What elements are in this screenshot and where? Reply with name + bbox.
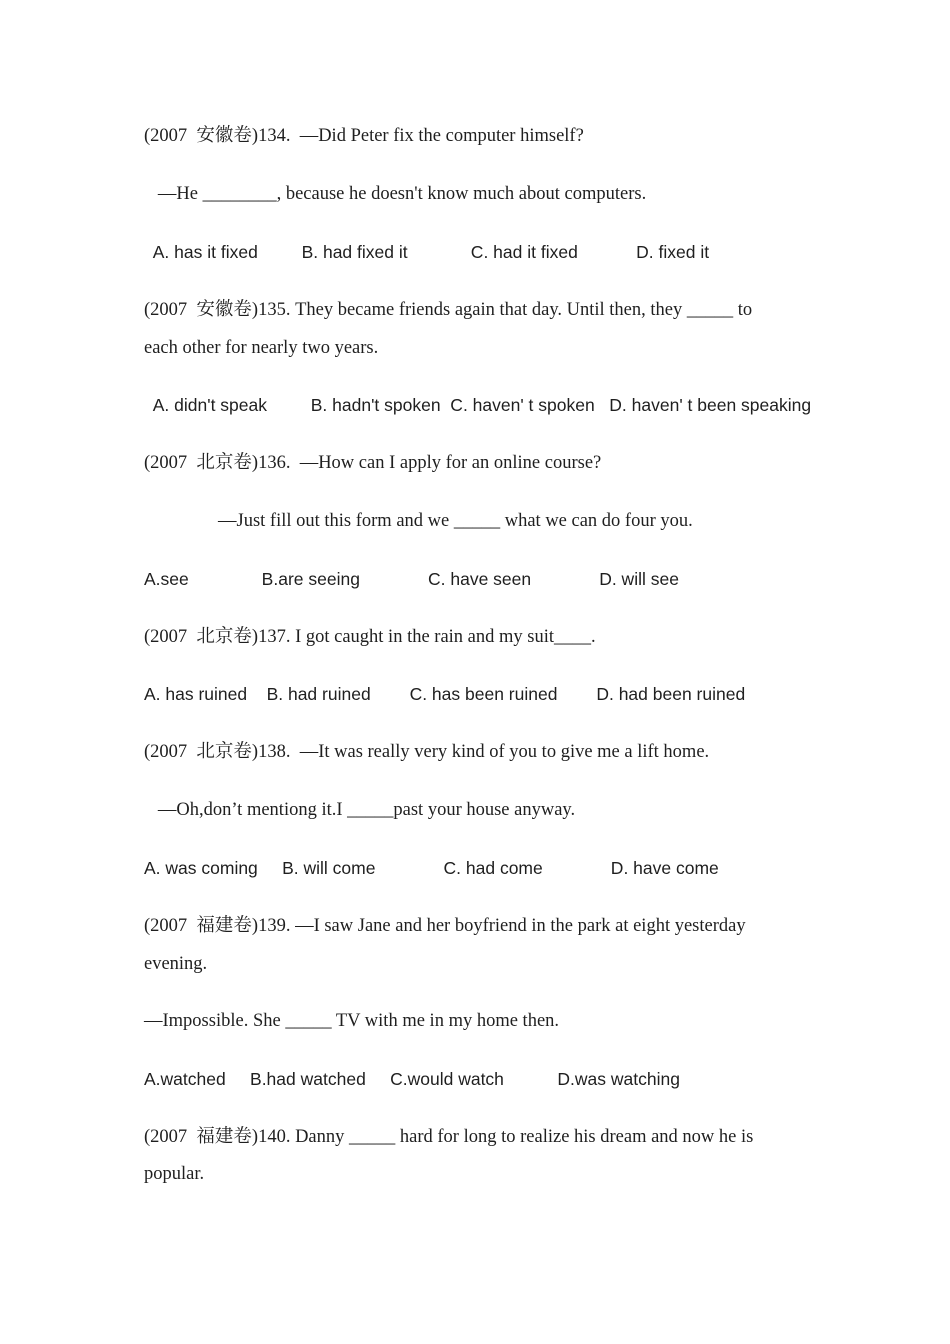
q135-stem-line1: (2007 安徽卷)135. They became friends again that day. Until then, they _____ to <box>144 300 753 320</box>
q139-stem-line2: evening. <box>144 954 208 974</box>
q139-stem-line1: (2007 福建卷)139. —I saw Jane and her boyfriend in the park at eight yesterday <box>144 916 746 936</box>
q137-stem: (2007 北京卷)137. I got caught in the rain and my suit____. <box>144 627 596 647</box>
q136-options: A.see B.are seeing C. have seen D. will see <box>144 569 679 589</box>
q139-dialog-reply: —Impossible. She _____ TV with me in my home then. <box>144 1011 560 1031</box>
q134-dialog-reply: —He ________, because he doesn't know much about computers. <box>144 184 647 204</box>
q137-options: A. has ruined B. had ruined C. has been ruined D. had been ruined <box>144 684 746 704</box>
q140-stem-line2: popular. <box>144 1164 205 1184</box>
q135-options: A. didn't speak B. hadn't spoken C. haven' t spoken D. haven' t been speaking <box>144 395 812 415</box>
q136-dialog-reply: —Just fill out this form and we _____ what we can do four you. <box>144 511 693 531</box>
q139-options: A.watched B.had watched C.would watch D.was watching <box>144 1069 680 1089</box>
q138-dialog-reply: —Oh,don’t mentiong it.I _____past your house anyway. <box>144 800 576 820</box>
q138-options: A. was coming B. will come C. had come D. have come <box>144 858 719 878</box>
q134-stem: (2007 安徽卷)134. —Did Peter fix the computer himself? <box>144 126 584 146</box>
q140-stem-line1: (2007 福建卷)140. Danny _____ hard for long to realize his dream and now he is <box>144 1127 754 1147</box>
q136-stem: (2007 北京卷)136. —How can I apply for an online course? <box>144 453 602 473</box>
q138-stem: (2007 北京卷)138. —It was really very kind of you to give me a lift home. <box>144 742 710 762</box>
q134-options: A. has it fixed B. had fixed it C. had it fixed D. fixed it <box>144 242 710 262</box>
q135-stem-line2: each other for nearly two years. <box>144 338 379 358</box>
